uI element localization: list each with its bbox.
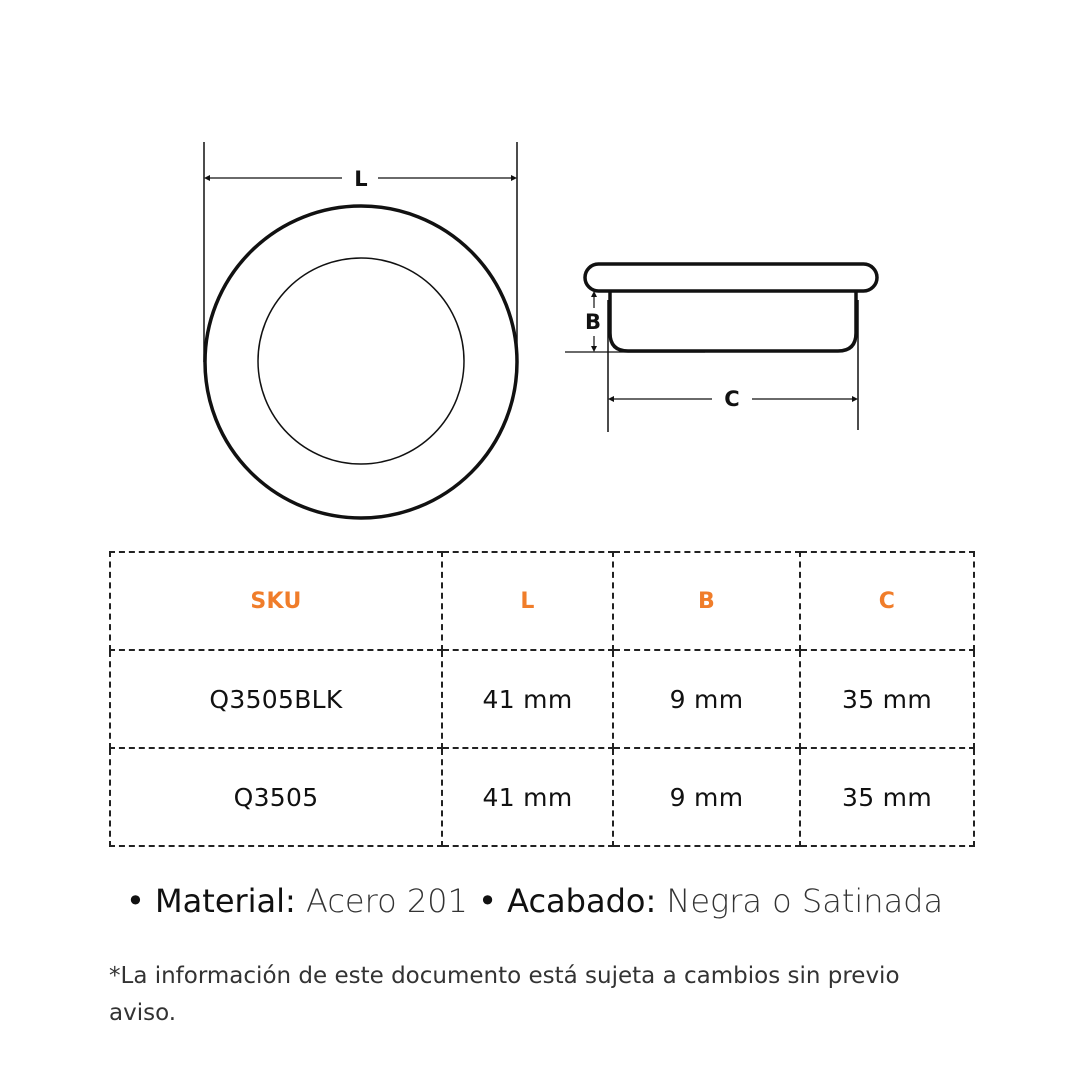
top-view bbox=[204, 142, 517, 518]
header-c: C bbox=[800, 552, 974, 650]
flange bbox=[585, 264, 877, 291]
dimensions-table bbox=[109, 551, 975, 847]
material-finish-line bbox=[126, 882, 1026, 920]
cell-c: 35 mm bbox=[800, 650, 974, 748]
dimension-label-b: B bbox=[584, 310, 602, 334]
table-row bbox=[110, 748, 974, 846]
bullet: • bbox=[126, 882, 145, 920]
cell-sku: Q3505 bbox=[110, 748, 442, 846]
table-header-row bbox=[110, 552, 974, 650]
inner-ring bbox=[258, 258, 464, 464]
header-sku: SKU bbox=[110, 552, 442, 650]
side-view bbox=[565, 264, 877, 432]
outer-ring bbox=[205, 206, 517, 518]
bullet: • bbox=[478, 882, 497, 920]
cell-l: 41 mm bbox=[442, 650, 613, 748]
finish-key: Acabado: bbox=[507, 882, 657, 920]
body bbox=[610, 291, 856, 351]
header-l: L bbox=[442, 552, 613, 650]
cell-sku: Q3505BLK bbox=[110, 650, 442, 748]
cell-c: 35 mm bbox=[800, 748, 974, 846]
cell-l: 41 mm bbox=[442, 748, 613, 846]
finish-value: Negra o Satinada bbox=[666, 882, 944, 920]
material-value: Acero 201 bbox=[306, 882, 468, 920]
dimension-label-c: C bbox=[724, 387, 740, 411]
material-key: Material: bbox=[155, 882, 296, 920]
header-b: B bbox=[613, 552, 800, 650]
cell-b: 9 mm bbox=[613, 650, 800, 748]
cell-b: 9 mm bbox=[613, 748, 800, 846]
table-row bbox=[110, 650, 974, 748]
disclaimer-text: *La información de este documento está sujeta a cambios sin previo aviso. bbox=[109, 963, 900, 1026]
dimension-label-l: L bbox=[354, 167, 368, 191]
